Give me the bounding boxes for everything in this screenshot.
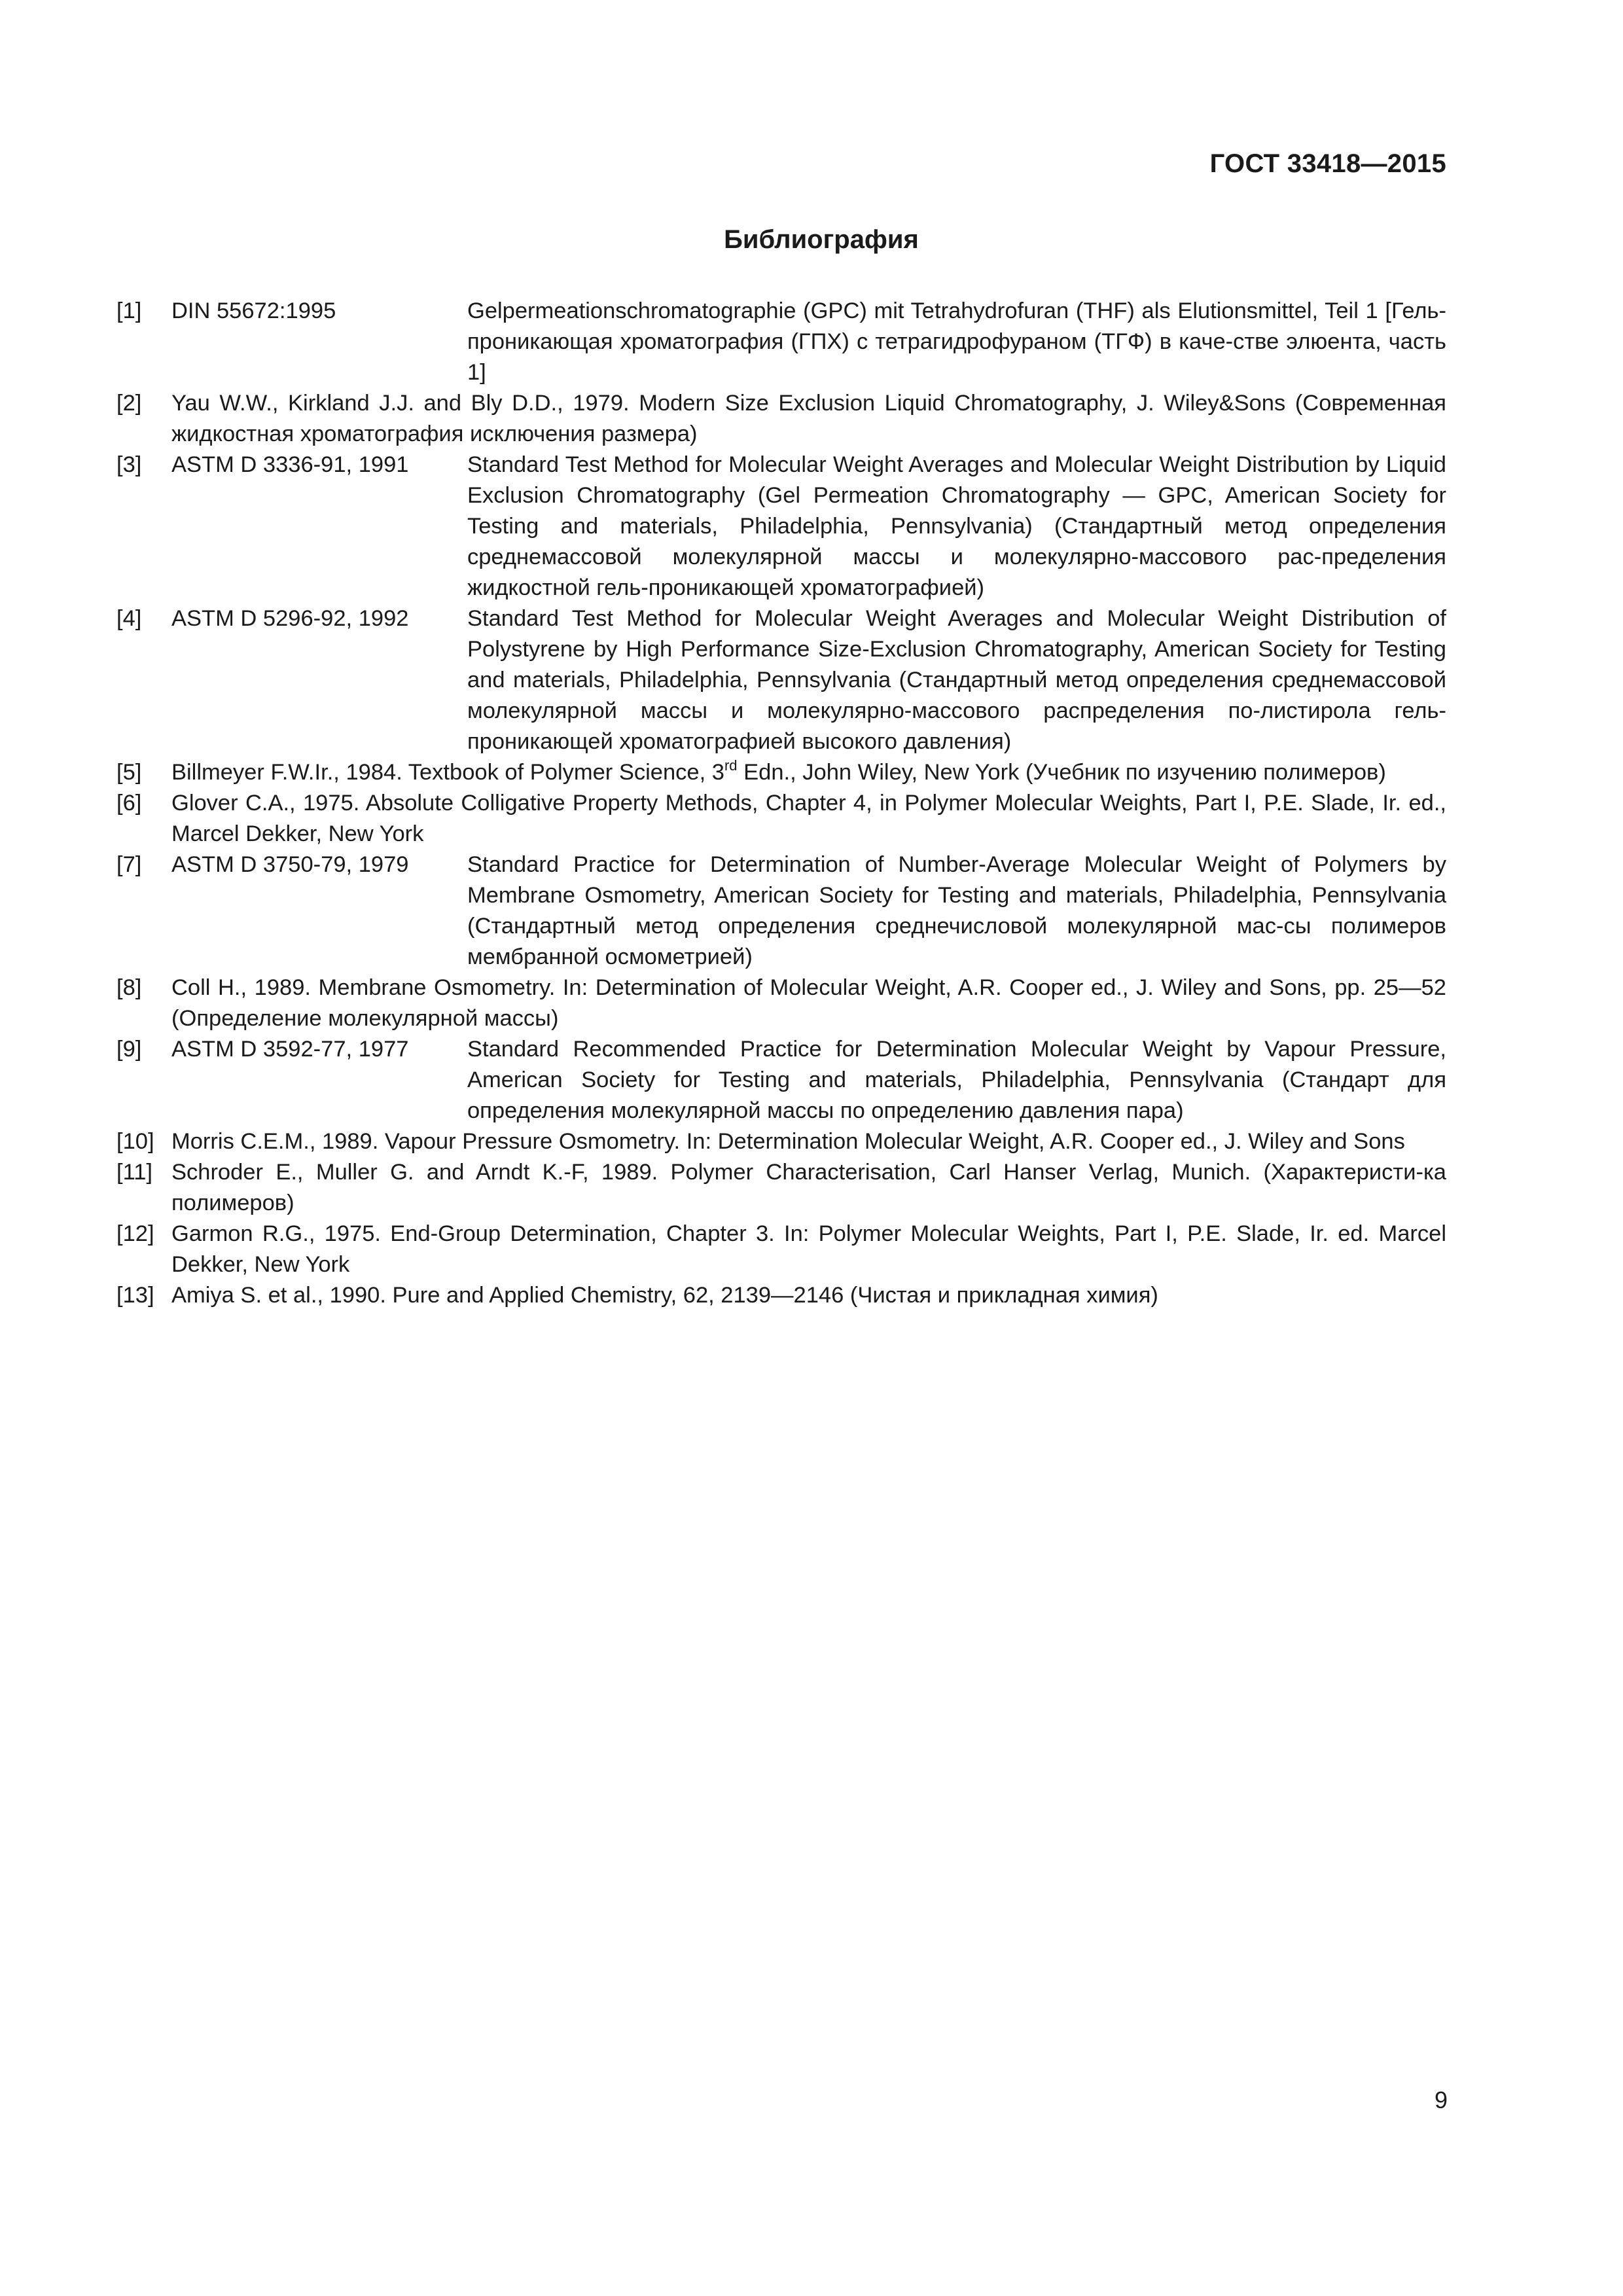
entry-number: [8]	[116, 975, 142, 1000]
entry-number: [9]	[116, 1037, 142, 1062]
entry-text: Glover C.A., 1975. Absolute Colligative Property Methods, Chapter 4, in Polymer Molecular Weights, Part I, P.E. Slade, Ir. ed., Marcel Dekker, New York	[171, 791, 1446, 846]
entry-standard-code: ASTM D 3750-79, 1979	[171, 852, 409, 877]
entry-text: Yau W.W., Kirkland J.J. and Bly D.D., 1979. Modern Size Exclusion Liquid Chromatography, J. Wiley&Sons (Современная жидкостная хроматография исключения размера)	[171, 391, 1446, 446]
entry-number: [13]	[116, 1283, 154, 1308]
entry-text: Coll H., 1989. Membrane Osmometry. In: Determination of Molecular Weight, A.R. Cooper ed., J. Wiley and Sons, pp. 25—52 (Определение молекулярной массы)	[171, 975, 1446, 1031]
document-code: ГОСТ 33418—2015	[1209, 149, 1446, 178]
entry-number: [7]	[116, 852, 142, 877]
entry-number: [6]	[116, 791, 142, 816]
bibliography-entry-11	[116, 1157, 1446, 1219]
entry-number: [1]	[116, 298, 142, 323]
entry-number: [5]	[116, 760, 142, 785]
entry-description: Standard Practice for Determination of Number-Average Molecular Weight of Polymers by Membrane Osmometry, American Society for Testing and materials, Philadelphia, Pennsylvania (Стандартный метод определения среднечисловой молекулярной мас-сы полимеров мембранной осмометрией)	[467, 852, 1446, 969]
entry-text: Amiya S. et al., 1990. Pure and Applied Chemistry, 62, 2139—2146 (Чистая и прикладная химия)	[171, 1283, 1158, 1308]
entry-standard-code: ASTM D 5296-92, 1992	[171, 606, 409, 631]
entry-text	[171, 757, 1446, 788]
entry-text: Garmon R.G., 1975. End-Group Determination, Chapter 3. In: Polymer Molecular Weights, Part I, P.E. Slade, Ir. ed. Marcel Dekker, New York	[171, 1221, 1446, 1277]
bibliography-entry-13	[116, 1280, 1446, 1311]
ordinal-superscript: rd	[724, 757, 738, 774]
bibliography-entry-7	[116, 850, 1446, 973]
bibliography-entry-12	[116, 1219, 1446, 1280]
entry-standard-code: ASTM D 3592-77, 1977	[171, 1037, 409, 1062]
entry-number: [3]	[116, 452, 142, 477]
entry-standard-code: ASTM D 3336-91, 1991	[171, 452, 409, 477]
bibliography-entry-8	[116, 973, 1446, 1034]
entry-standard-code: DIN 55672:1995	[171, 298, 336, 323]
entry-description: Standard Test Method for Molecular Weight Averages and Molecular Weight Distribution by Liquid Exclusion Chromatography (Gel Permeation Chromatography — GPC, American Society for Testing and materials, Philadelphia, Pennsylvania) (Стандартный метод определения среднемассовой молекулярной массы и молекулярно-массового рас-пределения жидкостной гель-проникающей хроматографией)	[467, 452, 1446, 600]
entry-text: Morris C.E.M., 1989. Vapour Pressure Osmometry. In: Determination Molecular Weight, A.R. Cooper ed., J. Wiley and Sons	[171, 1129, 1405, 1154]
entry-number: [2]	[116, 391, 142, 416]
bibliography-entry-5	[116, 757, 1446, 788]
bibliography-title: Библиография	[724, 225, 919, 254]
entry-text: Schroder E., Muller G. and Arndt K.-F, 1989. Polymer Characterisation, Carl Hanser Verlag, Munich. (Характеристи-ка полимеров)	[171, 1160, 1446, 1215]
entry-number: [10]	[116, 1129, 154, 1154]
bibliography-entry-6	[116, 788, 1446, 850]
entry-description: Standard Test Method for Molecular Weight Averages and Molecular Weight Distribution of Polystyrene by High Performance Size-Exclusion Chromatography, American Society for Testing and materials, Philadelphia, Pennsylvania (Стандартный метод определения среднемассовой молекулярной массы и молекулярно-массового распределения по-листирола гель-проникающей хроматографией высокого давления)	[467, 606, 1446, 754]
bibliography-entry-3	[116, 450, 1446, 603]
entry-number: [11]	[116, 1160, 152, 1185]
bibliography-entry-10	[116, 1126, 1446, 1157]
bibliography-entry-9	[116, 1034, 1446, 1126]
bibliography-list	[116, 296, 1446, 1311]
entry-number: [12]	[116, 1221, 154, 1246]
entry-description: Standard Recommended Practice for Determination Molecular Weight by Vapour Pressure, American Society for Testing and materials, Philadelphia, Pennsylvania (Стандарт для определения молекулярной массы по определению давления пара)	[467, 1037, 1446, 1123]
bibliography-entry-1	[116, 296, 1446, 388]
page-number: 9	[1434, 2087, 1448, 2113]
entry-text-part: Edn., John Wiley, New York (Учебник по изучению полимеров)	[737, 760, 1386, 785]
entry-text-part: Billmeyer F.W.Ir., 1984. Textbook of Polymer Science, 3	[171, 760, 724, 785]
entry-number: [4]	[116, 606, 142, 631]
bibliography-entry-4	[116, 603, 1446, 757]
bibliography-entry-2	[116, 388, 1446, 450]
entry-description: Gelpermeationschromatographie (GPC) mit Tetrahydrofuran (THF) als Elutionsmittel, Teil 1 [Гель-проникающая хроматография (ГПХ) с тетрагидрофураном (ТГФ) в каче-стве элюента, часть 1]	[467, 298, 1446, 385]
